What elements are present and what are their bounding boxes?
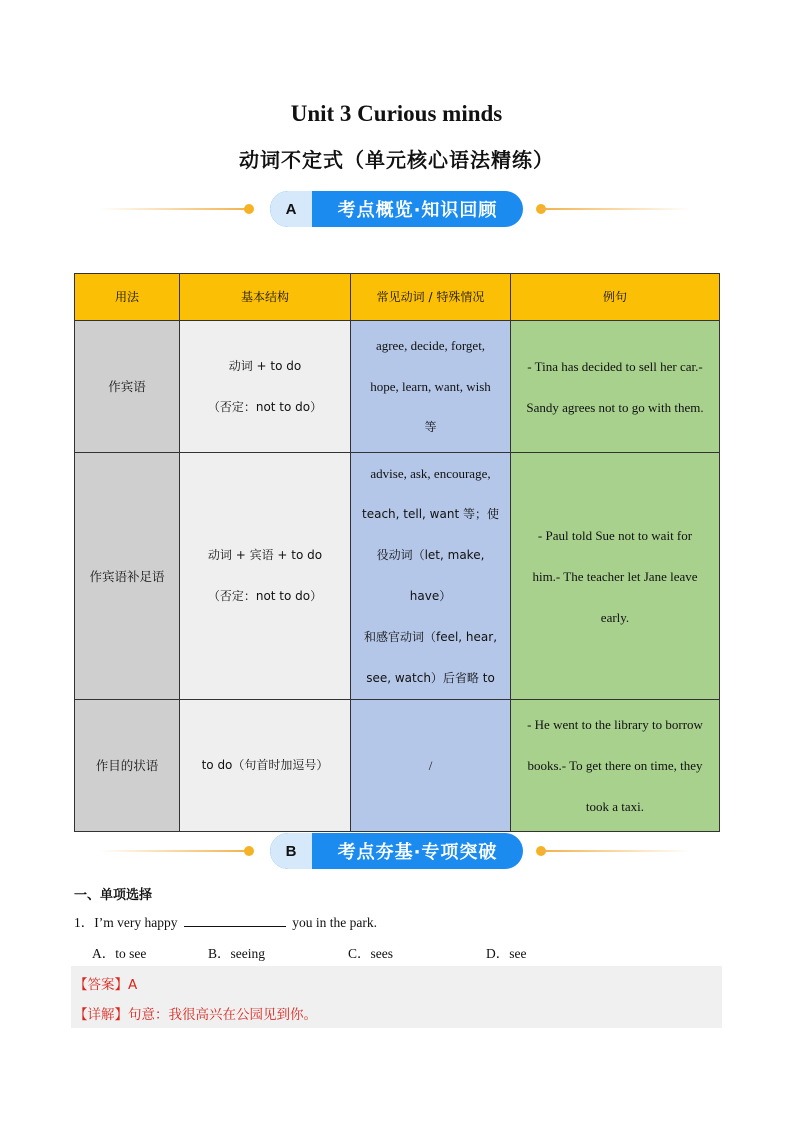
table-row <box>75 700 720 832</box>
example-line: Sandy agrees not to go with them. <box>526 399 704 415</box>
structure-line: （否定：not to do） <box>207 399 323 414</box>
structure-cell <box>180 453 351 700</box>
usage-cell: 作宾语 <box>75 321 180 453</box>
example-line: - Tina has decided to sell her car.- <box>527 358 703 374</box>
table-row <box>75 321 720 453</box>
answer-blank <box>184 914 286 927</box>
example-line: - Paul told Sue not to wait for <box>537 527 693 543</box>
verbs-line: advise, ask, encourage, <box>370 466 491 481</box>
usage-cell: 作目的状语 <box>75 700 180 832</box>
verbs-line: agree, decide, forget, <box>375 338 486 353</box>
table-header-row <box>75 274 720 321</box>
table-header-cell: 常见动词 / 特殊情况 <box>351 274 511 321</box>
verbs-cell <box>351 453 511 700</box>
banner-line-right <box>540 208 690 210</box>
example-line: took a taxi. <box>585 799 645 814</box>
page-title: Unit 3 Curious minds <box>290 101 503 126</box>
verbs-line: 和感官动词（feel, hear, <box>363 630 498 644</box>
explanation-text: 【详解】句意：我很高兴在公园见到你。 <box>74 1007 317 1023</box>
answer-text: 【答案】A <box>74 977 138 993</box>
banner-line-left <box>100 208 250 210</box>
usage-cell: 作宾语补足语 <box>75 453 180 700</box>
table-header-cell: 基本结构 <box>180 274 351 321</box>
examples-cell <box>511 321 720 453</box>
option-c: C．sees <box>348 946 393 961</box>
structure-line: （否定：not to do） <box>207 589 323 603</box>
verbs-cell <box>351 321 511 453</box>
banner-label: 考点夯基·专项突破 <box>337 842 498 863</box>
structure-line: 动词 + to do <box>228 358 302 373</box>
question-prefix: 1．I’m very happy <box>74 915 178 930</box>
verbs-cell <box>351 700 511 832</box>
example-line: him.- The teacher let Jane leave <box>532 568 698 584</box>
example-line: - He went to the library to borrow <box>527 717 703 732</box>
verbs-line: / <box>428 758 433 773</box>
example-line: books.- To get there on time, they <box>527 758 703 773</box>
verbs-line: 等 <box>424 420 437 434</box>
question-1 <box>74 911 377 931</box>
grammar-table <box>74 273 720 832</box>
examples-cell <box>511 453 720 700</box>
option-b: B．seeing <box>208 946 265 961</box>
section-banner-a <box>0 189 793 229</box>
banner-line-left <box>100 850 250 852</box>
structure-cell <box>180 321 351 453</box>
banner-line-right <box>540 850 690 852</box>
exercise-section-title: 一、单项选择 <box>74 888 153 903</box>
banner-label: 考点概览·知识回顾 <box>337 200 498 221</box>
option-d: D．see <box>486 946 527 961</box>
answer-box <box>71 966 722 1028</box>
page-subtitle: 动词不定式（单元核心语法精练） <box>239 148 554 172</box>
example-line: early. <box>600 609 630 625</box>
verbs-line: teach, tell, want 等；使 <box>362 507 499 521</box>
banner-dot-left <box>244 204 254 214</box>
banner-dot-left <box>244 846 254 856</box>
banner-pill <box>270 833 523 869</box>
verbs-line: hope, learn, want, wish <box>370 379 491 394</box>
option-a: A．to see <box>92 946 147 961</box>
verbs-line: 役动词（let, make, have） <box>376 548 485 603</box>
structure-line: 动词 + 宾语 + to do <box>207 548 323 562</box>
banner-pill <box>270 191 523 227</box>
table-header-cell: 用法 <box>75 274 180 321</box>
examples-cell <box>511 700 720 832</box>
question-options <box>92 942 692 960</box>
structure-cell <box>180 700 351 832</box>
table-row <box>75 453 720 700</box>
question-suffix: you in the park. <box>292 915 377 930</box>
verbs-line: see, watch）后省略 to <box>366 671 495 685</box>
banner-letter: A <box>270 191 312 227</box>
section-banner-b <box>0 831 793 871</box>
table-header-cell: 例句 <box>511 274 720 321</box>
banner-letter: B <box>270 833 312 869</box>
structure-line: to do（句首时加逗号） <box>201 758 329 772</box>
